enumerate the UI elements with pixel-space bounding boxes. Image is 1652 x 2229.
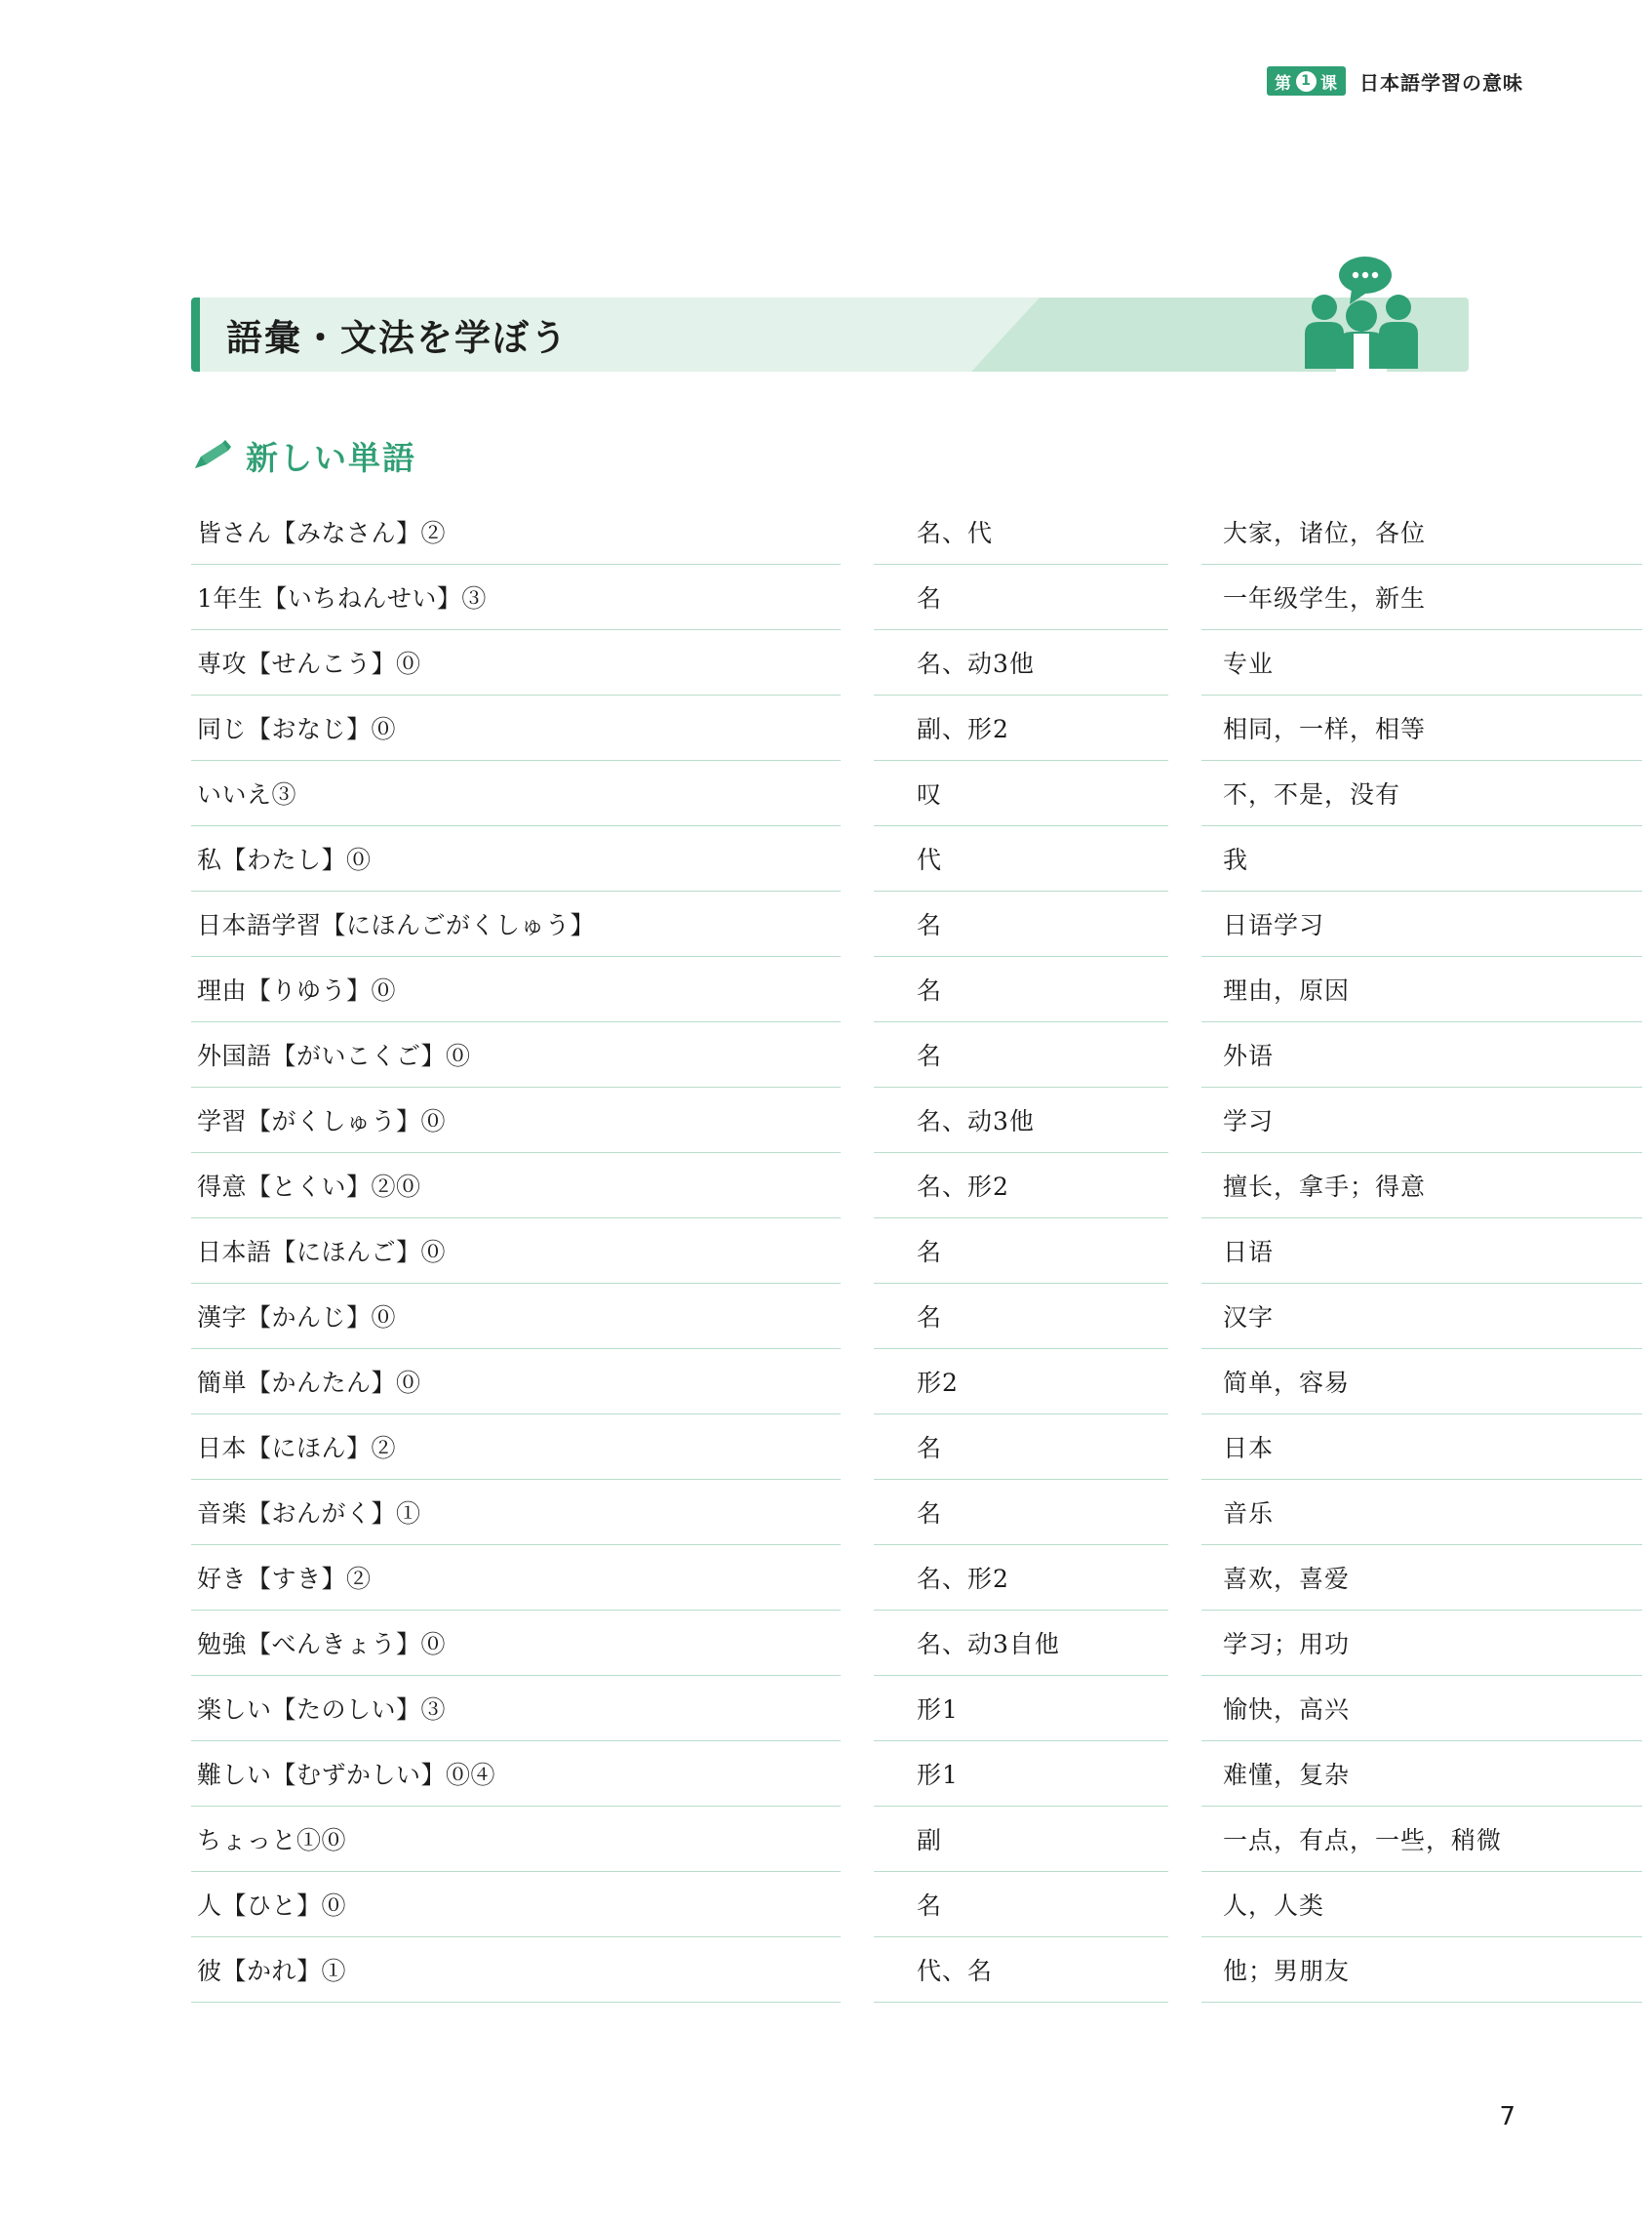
vocab-pos: 代、名 (874, 1937, 1168, 2003)
vocab-word: 得意【とくい】②⓪ (191, 1153, 841, 1218)
table-row (191, 1937, 1642, 2003)
vocab-pos: 名、代 (874, 499, 1168, 565)
vocab-meaning: 人，人类 (1201, 1872, 1642, 1937)
vocab-meaning: 不，不是，没有 (1201, 761, 1642, 826)
vocab-pos: 叹 (874, 761, 1168, 826)
table-row (191, 957, 1642, 1022)
column-gap (1168, 761, 1201, 826)
section-banner (191, 298, 1469, 372)
vocab-meaning: 日本 (1201, 1414, 1642, 1480)
column-gap (1168, 1480, 1201, 1545)
column-gap (841, 1284, 874, 1349)
vocab-word: 簡単【かんたん】⓪ (191, 1349, 841, 1414)
column-gap (1168, 1218, 1201, 1284)
vocab-word: 日本【にほん】② (191, 1414, 841, 1480)
column-gap (1168, 1611, 1201, 1676)
chapter-prefix: 第 (1275, 73, 1292, 94)
column-gap (1168, 1414, 1201, 1480)
column-gap (1168, 1545, 1201, 1611)
vocab-meaning: 外语 (1201, 1022, 1642, 1088)
table-row (191, 1022, 1642, 1088)
vocab-meaning: 愉快，高兴 (1201, 1676, 1642, 1741)
vocab-pos: 副、形2 (874, 696, 1168, 761)
table-row (191, 1349, 1642, 1414)
subsection-heading (191, 433, 416, 479)
vocab-meaning: 日语 (1201, 1218, 1642, 1284)
vocab-meaning: 简单，容易 (1201, 1349, 1642, 1414)
vocab-meaning: 大家，诸位，各位 (1201, 499, 1642, 565)
column-gap (1168, 1937, 1201, 2003)
vocab-meaning: 难懂，复杂 (1201, 1741, 1642, 1807)
vocab-word: 勉強【べんきょう】⓪ (191, 1611, 841, 1676)
vocab-pos: 副 (874, 1807, 1168, 1872)
vocabulary-table-body (191, 499, 1642, 2003)
column-gap (841, 826, 874, 892)
vocabulary-table (191, 499, 1642, 2003)
vocab-pos: 形1 (874, 1741, 1168, 1807)
column-gap (841, 1807, 874, 1872)
column-gap (841, 1480, 874, 1545)
vocab-meaning: 学习；用功 (1201, 1611, 1642, 1676)
column-gap (1168, 892, 1201, 957)
vocab-meaning: 专业 (1201, 630, 1642, 696)
vocab-pos: 名、形2 (874, 1153, 1168, 1218)
column-gap (1168, 1153, 1201, 1218)
table-row (191, 892, 1642, 957)
vocab-word: 人【ひと】⓪ (191, 1872, 841, 1937)
column-gap (1168, 826, 1201, 892)
vocab-pos: 名、动3他 (874, 630, 1168, 696)
table-row (191, 499, 1642, 565)
page-number: 7 (1499, 2102, 1515, 2131)
column-gap (841, 957, 874, 1022)
vocab-word: 音楽【おんがく】① (191, 1480, 841, 1545)
vocab-meaning: 他；男朋友 (1201, 1937, 1642, 2003)
column-gap (841, 1741, 874, 1807)
column-gap (841, 630, 874, 696)
subsection-label: 新しい単語 (246, 439, 416, 477)
chapter-suffix: 课 (1320, 73, 1338, 94)
table-row (191, 1676, 1642, 1741)
vocab-word: 難しい【むずかしい】⓪④ (191, 1741, 841, 1807)
pen-icon (191, 439, 232, 474)
column-gap (1168, 1741, 1201, 1807)
vocab-word: 日本語学習【にほんごがくしゅう】 (191, 892, 841, 957)
column-gap (841, 1937, 874, 2003)
vocab-word: 日本語【にほんご】⓪ (191, 1218, 841, 1284)
vocab-word: 皆さん【みなさん】② (191, 499, 841, 565)
column-gap (1168, 499, 1201, 565)
table-row (191, 1218, 1642, 1284)
vocab-meaning: 日语学习 (1201, 892, 1642, 957)
column-gap (1168, 1088, 1201, 1153)
column-gap (1168, 1872, 1201, 1937)
table-row (191, 565, 1642, 630)
banner-title: 語彙・文法を学ぼう (226, 317, 569, 359)
vocab-pos: 名 (874, 1872, 1168, 1937)
vocab-pos: 代 (874, 826, 1168, 892)
vocab-meaning: 相同，一样，相等 (1201, 696, 1642, 761)
column-gap (1168, 1807, 1201, 1872)
column-gap (1168, 1284, 1201, 1349)
table-row (191, 1872, 1642, 1937)
column-gap (841, 696, 874, 761)
column-gap (841, 1414, 874, 1480)
chapter-badge (1267, 66, 1346, 96)
table-row (191, 630, 1642, 696)
column-gap (841, 1153, 874, 1218)
vocab-pos: 名、动3自他 (874, 1611, 1168, 1676)
table-row (191, 1088, 1642, 1153)
column-gap (841, 1218, 874, 1284)
column-gap (841, 499, 874, 565)
vocab-pos: 形2 (874, 1349, 1168, 1414)
column-gap (841, 761, 874, 826)
running-head-title: 日本語学習の意味 (1359, 70, 1523, 95)
table-row (191, 761, 1642, 826)
table-row (191, 1414, 1642, 1480)
column-gap (841, 892, 874, 957)
vocab-pos: 名 (874, 1284, 1168, 1349)
table-row (191, 1741, 1642, 1807)
two-people-speech-bubble-icon (1291, 254, 1428, 376)
vocab-pos: 名、动3他 (874, 1088, 1168, 1153)
column-gap (1168, 630, 1201, 696)
vocab-word: 専攻【せんこう】⓪ (191, 630, 841, 696)
vocab-word: 同じ【おなじ】⓪ (191, 696, 841, 761)
vocab-word: ちょっと①⓪ (191, 1807, 841, 1872)
column-gap (841, 1872, 874, 1937)
table-row (191, 696, 1642, 761)
column-gap (1168, 1022, 1201, 1088)
column-gap (1168, 1676, 1201, 1741)
column-gap (841, 1088, 874, 1153)
column-gap (1168, 1349, 1201, 1414)
vocab-word: 学習【がくしゅう】⓪ (191, 1088, 841, 1153)
vocab-pos: 形1 (874, 1676, 1168, 1741)
vocab-word: 外国語【がいこくご】⓪ (191, 1022, 841, 1088)
vocab-word: 私【わたし】⓪ (191, 826, 841, 892)
vocab-meaning: 一年级学生，新生 (1201, 565, 1642, 630)
vocab-meaning: 一点，有点，一些，稍微 (1201, 1807, 1642, 1872)
banner-accent-bar (191, 298, 200, 372)
table-row (191, 1807, 1642, 1872)
table-row (191, 826, 1642, 892)
running-head (1267, 66, 1523, 96)
table-row (191, 1545, 1642, 1611)
vocab-word: 理由【りゆう】⓪ (191, 957, 841, 1022)
column-gap (841, 565, 874, 630)
chapter-number: 1 (1296, 71, 1317, 92)
vocab-meaning: 我 (1201, 826, 1642, 892)
vocab-pos: 名 (874, 892, 1168, 957)
vocab-pos: 名 (874, 565, 1168, 630)
vocab-word: 彼【かれ】① (191, 1937, 841, 2003)
vocab-word: 1年生【いちねんせい】③ (191, 565, 841, 630)
vocab-pos: 名、形2 (874, 1545, 1168, 1611)
table-row (191, 1284, 1642, 1349)
column-gap (1168, 957, 1201, 1022)
vocab-pos: 名 (874, 1480, 1168, 1545)
column-gap (841, 1676, 874, 1741)
vocab-meaning: 汉字 (1201, 1284, 1642, 1349)
column-gap (841, 1545, 874, 1611)
vocab-word: いいえ③ (191, 761, 841, 826)
vocab-word: 好き【すき】② (191, 1545, 841, 1611)
vocab-meaning: 喜欢，喜爱 (1201, 1545, 1642, 1611)
vocab-word: 漢字【かんじ】⓪ (191, 1284, 841, 1349)
vocab-meaning: 学习 (1201, 1088, 1642, 1153)
column-gap (841, 1611, 874, 1676)
vocab-pos: 名 (874, 957, 1168, 1022)
vocab-meaning: 音乐 (1201, 1480, 1642, 1545)
vocab-pos: 名 (874, 1022, 1168, 1088)
vocab-pos: 名 (874, 1218, 1168, 1284)
column-gap (841, 1349, 874, 1414)
table-row (191, 1153, 1642, 1218)
column-gap (1168, 565, 1201, 630)
vocab-meaning: 理由，原因 (1201, 957, 1642, 1022)
vocab-pos: 名 (874, 1414, 1168, 1480)
table-row (191, 1480, 1642, 1545)
column-gap (841, 1022, 874, 1088)
vocab-word: 楽しい【たのしい】③ (191, 1676, 841, 1741)
table-row (191, 1611, 1642, 1676)
vocab-meaning: 擅长，拿手；得意 (1201, 1153, 1642, 1218)
column-gap (1168, 696, 1201, 761)
